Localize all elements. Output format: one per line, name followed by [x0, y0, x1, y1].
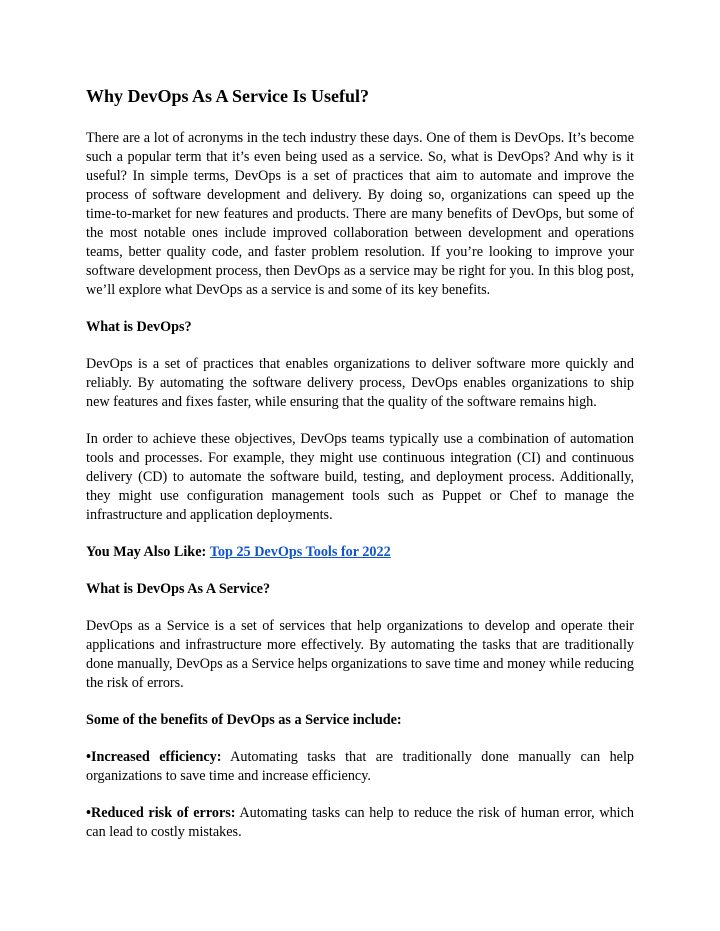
benefit-item [86, 804, 634, 842]
related-article-link[interactable]: Top 25 DevOps Tools for 2022 [209, 544, 391, 560]
benefit-text: Automating tasks can help to reduce the risk of human error, which can lead to costly mistakes. [86, 805, 634, 840]
benefit-item [86, 748, 634, 786]
related-label: You May Also Like: [86, 544, 207, 560]
devops-definition-paragraph: DevOps is a set of practices that enables organizations to deliver software more quickly and reliably. By automating the software delivery process, DevOps enables organizations to ship new features and fixes faster, while ensuring that the quality of the software remains high. [86, 356, 634, 410]
benefit-title: •Reduced risk of errors: [86, 805, 236, 821]
benefit-text: Automating tasks that are traditionally done manually can help organizations to save time and increase efficiency. [86, 749, 635, 784]
related-article [86, 543, 634, 562]
benefits-heading: Some of the benefits of DevOps as a Service include: [86, 712, 402, 728]
devops-objectives-paragraph: In order to achieve these objectives, DevOps teams typically use a combination of automation tools and processes. For example, they might use continuous integration (CI) and continuous delivery (CD) to automate the software build, testing, and deployment process. Additionally, they might use configuration management tools such as Puppet or Chef to manage the infrastructure and application deployments. [86, 431, 634, 523]
section-heading-devops-as-a-service: What is DevOps As A Service? [86, 581, 271, 597]
benefit-title: •Increased efficiency: [86, 749, 222, 765]
section-heading-what-is-devops: What is DevOps? [86, 319, 192, 335]
devops-as-a-service-paragraph: DevOps as a Service is a set of services that help organizations to develop and operate their applications and infrastructure more effectively. By automating the tasks that are traditionally done manually, DevOps as a Service helps organizations to save time and money while reducing the risk of errors. [86, 618, 634, 691]
intro-paragraph: There are a lot of acronyms in the tech industry these days. One of them is DevOps. It’s become such a popular term that it’s even being used as a service. So, what is DevOps? And why is it useful? In simple terms, DevOps is a set of practices that aim to automate and improve the process of software development and delivery. By doing so, organizations can speed up the time-to-market for new features and products. There are many benefits of DevOps, but some of the most notable ones include improved collaboration between development and operations teams, better quality code, and faster problem resolution. If you’re looking to improve your software development process, then DevOps as a service may be right for you. In this blog post, we’ll explore what DevOps as a service is and some of its key benefits. [86, 130, 634, 298]
page-title: Why DevOps As A Service Is Useful? [86, 86, 370, 106]
